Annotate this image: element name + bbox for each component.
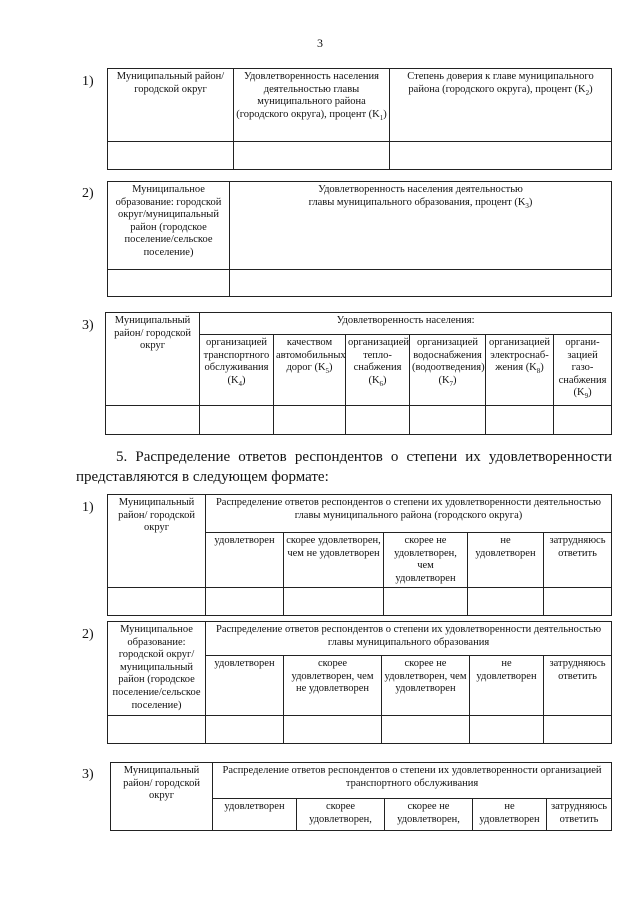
table5-header-municipality: Муниципальное образование: городской округ/ муниципальный район (городское поселение/сельское поселение) [108, 622, 206, 716]
table2-cell [108, 270, 230, 297]
table6-header-region: Муниципальный район/ городской округ [111, 763, 213, 831]
table6-col-unsatisfied: не удовлетворен [473, 799, 547, 831]
table1-header-region: Муниципальный район/ городской округ [108, 69, 234, 142]
table3-cell [554, 406, 612, 435]
table3 [105, 312, 612, 435]
paragraph-line-2: представляются в следующем формате: [76, 469, 329, 486]
table5 [107, 621, 612, 744]
table5-header-group: Распределение ответов респондентов о степени их удовлетворенности деятельностью главы муниципального образования [206, 622, 612, 656]
table5-col-rather-satisfied: скорее удовлетворен, чем не удовлетворен [284, 656, 382, 716]
table3-cell [274, 406, 346, 435]
table4-cell [284, 588, 384, 616]
table5-cell [108, 716, 206, 744]
table4-cell [206, 588, 284, 616]
table4-col-satisfied: удовлетворен [206, 533, 284, 588]
table3-cell [106, 406, 200, 435]
table6-col-rather-unsatisfied: скорее не удовлетворен, [385, 799, 473, 831]
table3-header-group: Удовлетворенность населения: [200, 313, 612, 335]
table4-cell [468, 588, 544, 616]
table5-col-satisfied: удовлетворен [206, 656, 284, 716]
table5-label: 2) [82, 627, 94, 642]
table5-col-hard-to-say: затрудняюсь ответить [544, 656, 612, 716]
table1-cell [390, 142, 612, 170]
table3-cell [346, 406, 410, 435]
table2-header-municipality: Муниципальное образование: городской округ/муниципальный район (городское поселение/сельское поселение) [108, 182, 230, 270]
table3-cell [200, 406, 274, 435]
table1-header-k2: Степень доверия к главе муниципального района (городского округа), процент $(K_2)$ [390, 69, 612, 142]
table4 [107, 494, 612, 616]
paragraph-line-1: 5. Распределение ответов респондентов о степени их удовлетворенности [116, 449, 612, 465]
section-5-paragraph [76, 447, 612, 488]
table5-col-unsatisfied: не удовлетворен [470, 656, 544, 716]
table5-cell [382, 716, 470, 744]
table2-header-k3: Удовлетворенность населения деятельностью главы муниципального образования, процент $(K_3)$ [230, 182, 612, 270]
table4-col-hard-to-say: затрудняюсь ответить [544, 533, 612, 588]
table6-col-satisfied: удовлетворен [213, 799, 297, 831]
page-number: 3 [317, 36, 323, 50]
table1-cell [108, 142, 234, 170]
table3-header-k7: организацией водоснабжения (водоотведения) $(K_7)$ [410, 335, 486, 406]
table5-cell [206, 716, 284, 744]
table3-cell [410, 406, 486, 435]
table4-label: 1) [82, 500, 94, 515]
table5-cell [544, 716, 612, 744]
table1-label: 1) [82, 74, 94, 89]
table3-header-k5: качеством автомобильных дорог $(K_5)$ [274, 335, 346, 406]
table5-col-rather-unsatisfied: скорее не удовлетворен, чем удовлетворен [382, 656, 470, 716]
table2 [107, 181, 612, 297]
table5-cell [284, 716, 382, 744]
table4-col-unsatisfied: не удовлетворен [468, 533, 544, 588]
table3-header-region: Муниципальный район/ городской округ [106, 313, 200, 406]
table4-cell [108, 588, 206, 616]
table4-cell [384, 588, 468, 616]
table4-cell [544, 588, 612, 616]
table1-cell [234, 142, 390, 170]
table6-label: 3) [82, 767, 94, 782]
table1-header-k1: Удовлетворенность населения деятельностью главы муниципального района (городского округа), процент $(K_1)$ [234, 69, 390, 142]
table3-header-k6: организацией тепло- снабжения $(K_6)$ [346, 335, 410, 406]
table4-col-rather-unsatisfied: скорее не удовлетворен, чем удовлетворен [384, 533, 468, 588]
table4-col-rather-satisfied: скорее удовлетворен, чем не удовлетворен [284, 533, 384, 588]
table6-header-group: Распределение ответов респондентов о степени их удовлетворенности организацией транспортного обслуживания [213, 763, 612, 799]
table6-col-hard-to-say: затрудняюсь ответить [547, 799, 612, 831]
table3-label: 3) [82, 318, 94, 333]
table3-cell [486, 406, 554, 435]
table4-header-group: Распределение ответов респондентов о степени их удовлетворенности деятельностью главы муниципального района (городского округа) [206, 495, 612, 533]
table6 [110, 762, 612, 831]
table2-label: 2) [82, 186, 94, 201]
table1 [107, 68, 612, 170]
table3-header-k9: органи- зацией газо- снабжения $(K_9)$ [554, 335, 612, 406]
table3-header-k4: организацией транспортного обслуживания $(K_4)$ [200, 335, 274, 406]
table6-col-rather-satisfied: скорее удовлетворен, [297, 799, 385, 831]
table5-cell [470, 716, 544, 744]
table4-header-region: Муниципальный район/ городской округ [108, 495, 206, 588]
table3-header-k8: организацией электроснаб- жения $(K_8)$ [486, 335, 554, 406]
table2-cell [230, 270, 612, 297]
